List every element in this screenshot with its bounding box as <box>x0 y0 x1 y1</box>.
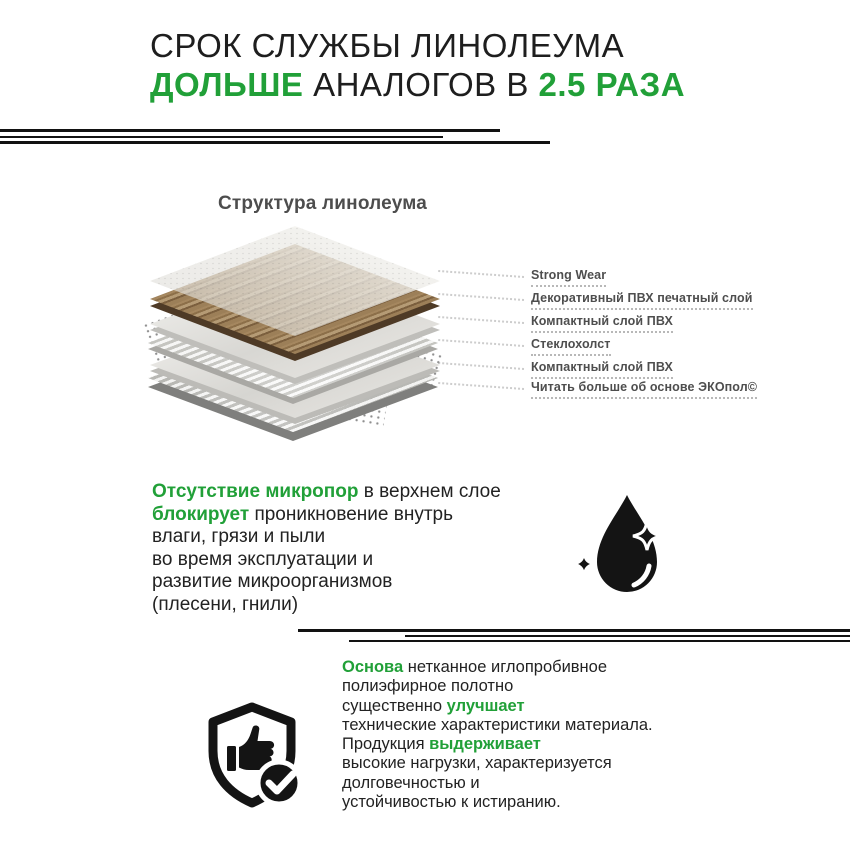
thumb-cuff <box>227 746 236 771</box>
sparkle-small <box>573 553 595 575</box>
leader-line <box>438 362 524 370</box>
layer-label-row <box>438 268 606 287</box>
base-text <box>342 658 653 812</box>
water-drop-sparkle-icon <box>570 492 670 604</box>
layer-label: Компактный слой ПВХ <box>531 314 673 333</box>
highlight-withstands: выдерживает <box>429 735 541 754</box>
text-run: во время эксплуатации и <box>152 548 374 570</box>
micropores-text <box>152 481 501 616</box>
title-line2-middle: АНАЛОГОВ В <box>303 66 539 103</box>
text-run: нетканное иглопробивное <box>403 658 608 676</box>
read-more-link-row[interactable] <box>438 380 757 399</box>
text-run: (плесени, гнили) <box>152 593 299 615</box>
leader-line <box>438 270 524 278</box>
shield-thumbs-up-check-icon <box>196 700 308 814</box>
decorative-line <box>0 136 443 138</box>
layer-label-row <box>438 314 673 333</box>
layer-label: Компактный слой ПВХ <box>531 360 673 379</box>
text-run: высокие нагрузки, характеризуется <box>342 754 612 773</box>
layer-label: Strong Wear <box>531 268 606 287</box>
leader-line <box>438 293 524 301</box>
text-run: проникновение внутрь <box>249 503 454 525</box>
text-run: в верхнем слое <box>358 481 501 502</box>
highlight-blocks: блокирует <box>152 503 250 525</box>
title-highlight-longer: ДОЛЬШЕ <box>150 66 304 103</box>
decorative-line <box>0 129 500 132</box>
highlight-base: Основа <box>342 658 404 676</box>
layer-label: Стеклохолст <box>531 337 611 356</box>
decorative-line <box>349 640 850 642</box>
text-run: существенно <box>342 696 447 715</box>
title-highlight-ratio: 2.5 РАЗА <box>538 66 686 103</box>
layer-label: Декоративный ПВХ печатный слой <box>531 291 753 310</box>
text-run: влаги, грязи и пыли <box>152 526 326 547</box>
text-run: долговечностью и <box>342 773 480 792</box>
leader-line <box>438 316 524 324</box>
layer-label-row <box>438 291 753 310</box>
text-run: технические характеристики материала. <box>342 715 653 734</box>
read-more-link[interactable]: Читать больше об основе ЭКОпол© <box>531 380 757 399</box>
text-run: устойчивостью к истиранию. <box>342 793 561 812</box>
highlight-improves: улучшает <box>446 696 525 715</box>
decorative-line <box>405 635 850 637</box>
check-circle <box>258 762 300 804</box>
text-run: развитие микроорганизмов <box>152 571 393 592</box>
text-run: полиэфирное полотно <box>342 677 514 696</box>
text-run: Продукция <box>342 735 430 754</box>
page-title <box>150 26 685 104</box>
highlight-no-micropores: Отсутствие микропор <box>152 481 359 502</box>
title-line1: СРОК СЛУЖБЫ ЛИНОЛЕУМА <box>150 27 625 64</box>
decorative-line <box>298 629 850 632</box>
layer-label-row <box>438 337 611 356</box>
layer-label-row <box>438 360 673 379</box>
decorative-line <box>0 141 550 144</box>
leader-line <box>438 382 524 390</box>
leader-line <box>438 339 524 347</box>
structure-heading: Структура линолеума <box>218 193 427 214</box>
